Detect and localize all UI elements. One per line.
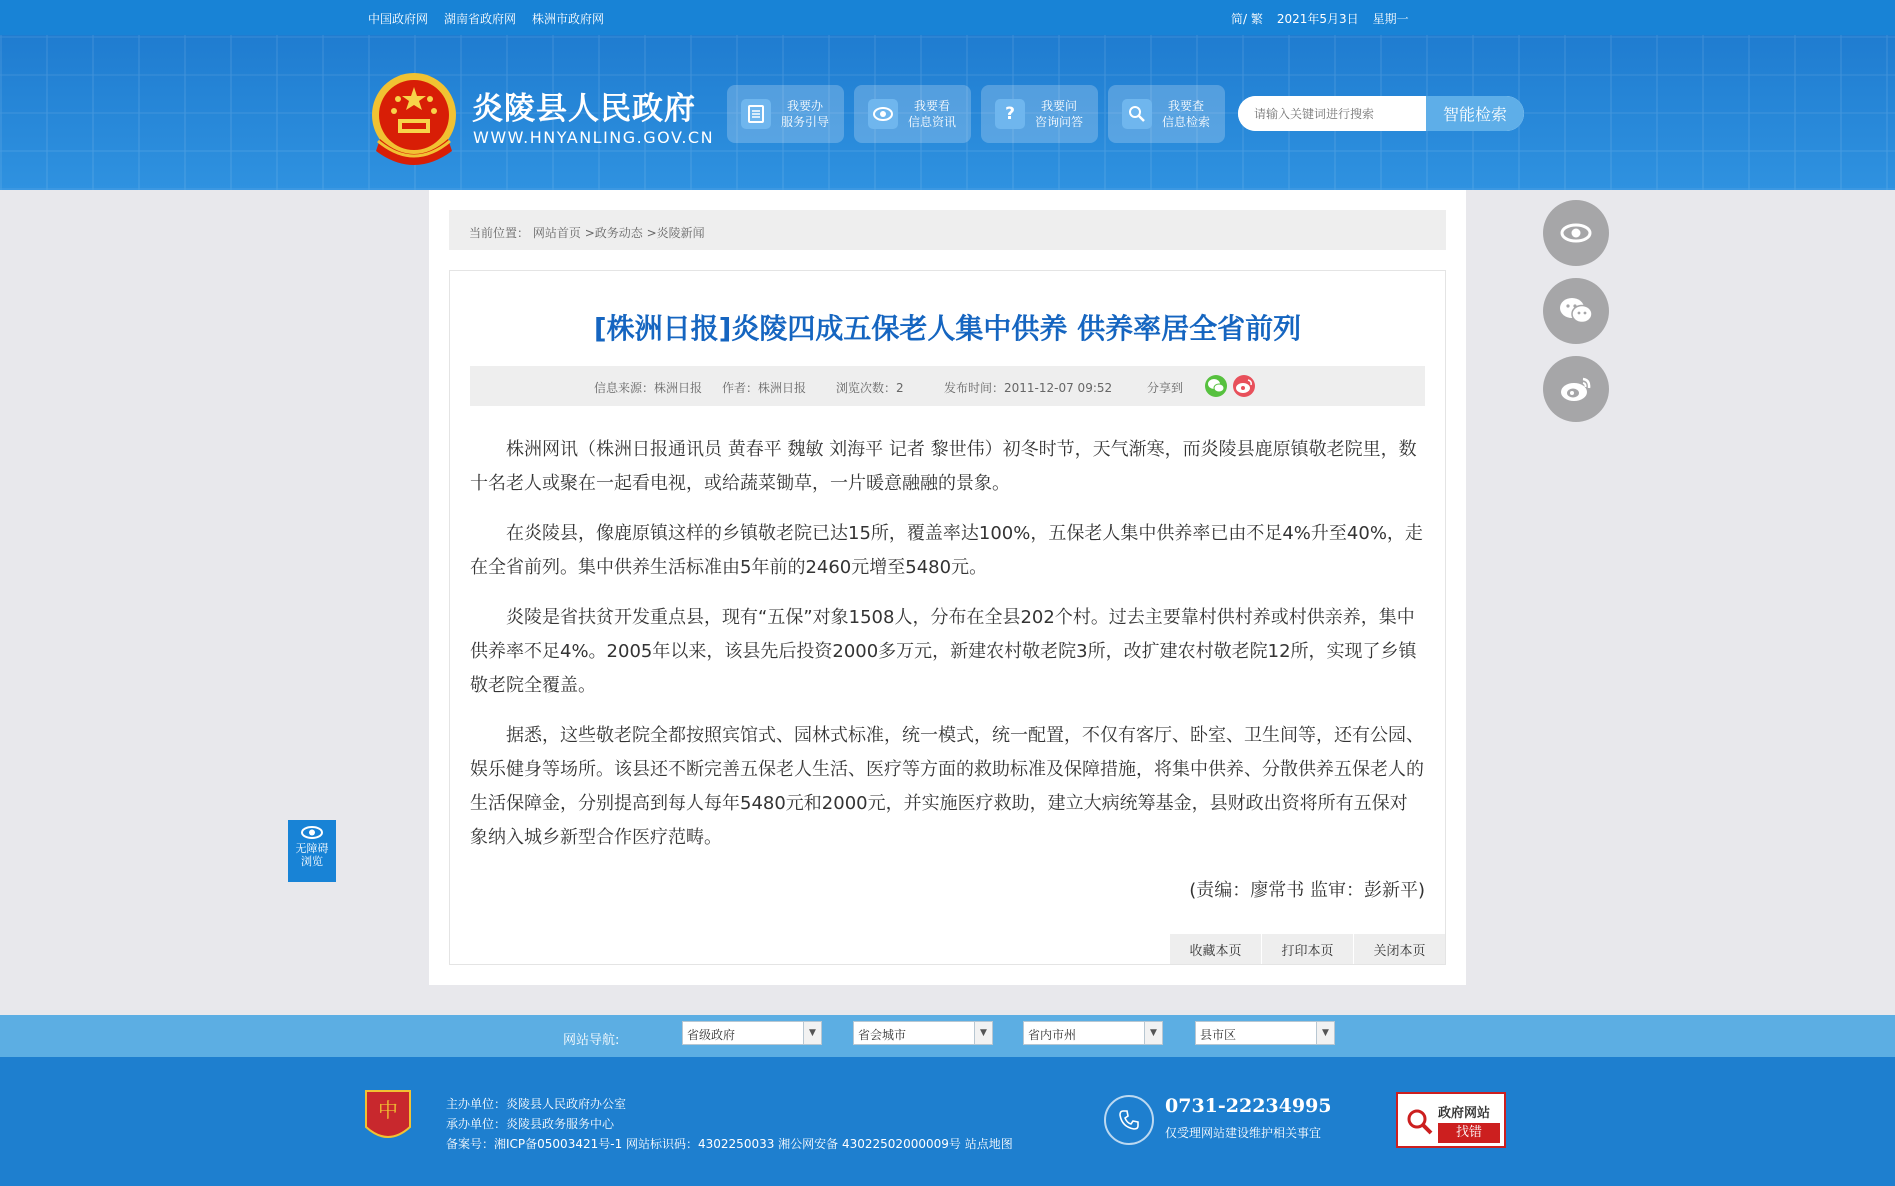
article: [449, 270, 1446, 965]
link-hunan-gov[interactable]: 湖南省政府网: [444, 12, 517, 26]
print-page-button[interactable]: 打印本页: [1262, 934, 1353, 964]
quick-btn-info-line1: 我要看: [914, 99, 951, 113]
svg-text:中: 中: [378, 1098, 398, 1122]
article-paragraph: 在炎陵县，像鹿原镇这样的乡镇敬老院已达15所，覆盖率达100%，五保老人集中供养率已由不足4%升至40%，走在全省前列。集中供养生活标准由5年前的2460元增至5480元。: [470, 523, 1423, 578]
top-bar: [0, 0, 1895, 35]
quick-btn-services-line1: 我要办: [787, 99, 824, 113]
accessibility-line2: 浏览: [301, 855, 323, 868]
footer-info: [446, 1094, 1013, 1154]
quick-btn-info[interactable]: [854, 85, 971, 143]
phone-icon: [1104, 1095, 1154, 1145]
select-capital-cities-value: 省会城市: [858, 1028, 907, 1042]
select-provincial-gov[interactable]: [682, 1021, 822, 1045]
breadcrumb-home[interactable]: 网站首页: [532, 226, 581, 240]
quick-btn-services-line2: 服务引导: [781, 115, 830, 129]
quick-btn-questions-line2: 咨询问答: [1035, 115, 1084, 129]
select-counties[interactable]: [1195, 1021, 1335, 1045]
close-page-button[interactable]: 关闭本页: [1354, 934, 1445, 964]
footer-phone-note: 仅受理网站建设维护相关事宜: [1165, 1126, 1322, 1140]
article-body: [470, 433, 1425, 871]
breadcrumb-gov-news[interactable]: >政务动态: [584, 226, 643, 240]
footer-phone: 0731-22234995: [1165, 1095, 1332, 1117]
site-navigation-bar: [0, 1015, 1895, 1057]
footer-organizer: 承办单位：炎陵县政务服务中心: [446, 1117, 615, 1131]
eye-icon: [1560, 223, 1592, 243]
breadcrumb: [449, 210, 1446, 250]
quick-btn-info-line2: 信息资讯: [908, 115, 957, 129]
footer: [0, 1057, 1895, 1186]
bookmark-page-button[interactable]: 收藏本页: [1170, 934, 1261, 964]
party-gov-logo[interactable]: [362, 1087, 414, 1147]
select-province-cities[interactable]: [1023, 1021, 1163, 1045]
header-banner: [0, 35, 1895, 190]
search-input[interactable]: [1238, 96, 1426, 131]
meta-source: 信息来源：株洲日报: [594, 381, 703, 395]
lang-switch[interactable]: 简/ 繁: [1231, 12, 1263, 26]
quick-btn-search-line2: 信息检索: [1162, 115, 1211, 129]
quick-btn-services[interactable]: [727, 85, 844, 143]
accessibility-line1: 无障碍: [295, 842, 329, 855]
breadcrumb-yanling-news[interactable]: >炎陵新闻: [646, 226, 705, 240]
select-counties-value: 县市区: [1200, 1028, 1237, 1042]
float-weibo-button[interactable]: [1543, 356, 1609, 422]
share-wechat-icon[interactable]: [1205, 375, 1227, 397]
weekday-text: 星期一: [1372, 12, 1409, 26]
footer-host: 主办单位：炎陵县人民政府办公室: [446, 1097, 627, 1111]
date-text: 2021年5月3日: [1276, 12, 1359, 26]
quick-btn-questions[interactable]: [981, 85, 1098, 143]
select-provincial-gov-value: 省级政府: [687, 1028, 736, 1042]
top-links: [368, 10, 604, 27]
site-nav-label: 网站导航:: [563, 1033, 620, 1048]
quick-btn-search[interactable]: [1108, 85, 1225, 143]
article-title: [株洲日报]炎陵四成五保老人集中供养 供养率居全省前列: [593, 312, 1302, 345]
chevron-down-icon: ▼: [1144, 1022, 1162, 1044]
weibo-icon: [1559, 375, 1593, 403]
link-zhuzhou-gov[interactable]: 株洲市政府网: [532, 12, 605, 26]
site-domain: WWW.HNYANLING.GOV.CN: [473, 128, 715, 147]
chevron-down-icon: ▼: [1316, 1022, 1334, 1044]
document-icon: [741, 99, 771, 129]
article-paragraph: 炎陵是省扶贫开发重点县，现有“五保”对象1508人，分布在全县202个村。过去主要靠村供村养或村供亲养，集中供养率不足4%。2005年以来，该县先后投资2000多万元，新建农村敬老院3所，改扩建农村敬老院12所，实现了乡镇敬老院全覆盖。: [470, 607, 1417, 696]
meta-share-label: 分享到: [1147, 381, 1184, 395]
article-actions: [1169, 934, 1445, 964]
meta-views: 浏览次数：2: [836, 381, 904, 395]
article-editor: (责编：廖常书 监审：彭新平): [1189, 880, 1425, 901]
wechat-icon: [1559, 297, 1593, 325]
link-central-gov[interactable]: 中国政府网: [368, 12, 429, 26]
select-capital-cities[interactable]: [853, 1021, 993, 1045]
search-icon: [1122, 99, 1152, 129]
breadcrumb-label: 当前位置：: [469, 226, 530, 240]
quick-btn-search-line1: 我要查: [1168, 99, 1205, 113]
national-emblem-logo[interactable]: [368, 69, 460, 171]
eye-icon: [868, 99, 898, 129]
content-panel: [429, 190, 1466, 985]
float-wechat-button[interactable]: [1543, 278, 1609, 344]
site-title: 炎陵县人民政府: [472, 91, 696, 127]
magnifier-icon: [1404, 1106, 1434, 1136]
jiucuo-line1: 政府网站: [1438, 1106, 1491, 1121]
search-box: [1238, 96, 1524, 131]
gov-site-error-report-button[interactable]: [1396, 1092, 1506, 1148]
meta-author: 作者：株洲日报: [722, 381, 807, 395]
article-paragraph: 株洲网讯（株洲日报通讯员 黄春平 魏敏 刘海平 记者 黎世伟）初冬时节，天气渐寒，而炎陵县鹿原镇敬老院里，数十名老人或聚在一起看电视，或给蔬菜锄草，一片暖意融融的景象。: [470, 439, 1417, 494]
jiucuo-line2: 找错: [1438, 1123, 1500, 1143]
share-weibo-icon[interactable]: [1233, 375, 1255, 397]
question-icon: ?: [995, 99, 1025, 129]
float-view-button[interactable]: [1543, 200, 1609, 266]
smart-search-button[interactable]: 智能检索: [1426, 96, 1524, 131]
select-province-cities-value: 省内市州: [1028, 1028, 1077, 1042]
meta-published: 发布时间：2011-12-07 09:52: [944, 381, 1113, 395]
article-meta: [470, 366, 1425, 406]
chevron-down-icon: ▼: [803, 1022, 821, 1044]
top-right-info: [1231, 10, 1409, 27]
quick-btn-questions-line1: 我要问: [1041, 99, 1078, 113]
article-paragraph: 据悉，这些敬老院全都按照宾馆式、园林式标准，统一模式，统一配置，不仅有客厅、卧室、卫生间等，还有公园、娱乐健身等场所。该县还不断完善五保老人生活、医疗等方面的救助标准及保障措施，将集中供养、分散供养五保老人的生活保障金，分别提高到每人每年5480元和2000元，并实施医疗救助，建立大病统筹基金，县财政出资将所有五保对象纳入城乡新型合作医疗范畴。: [470, 725, 1424, 848]
chevron-down-icon: ▼: [974, 1022, 992, 1044]
footer-record[interactable]: 备案号：湘ICP备05003421号-1 网站标识码：4302250033 湘公网安备 43022502000009号 站点地图: [446, 1137, 1013, 1151]
eye-icon: [301, 826, 323, 839]
accessibility-button[interactable]: [288, 820, 336, 882]
